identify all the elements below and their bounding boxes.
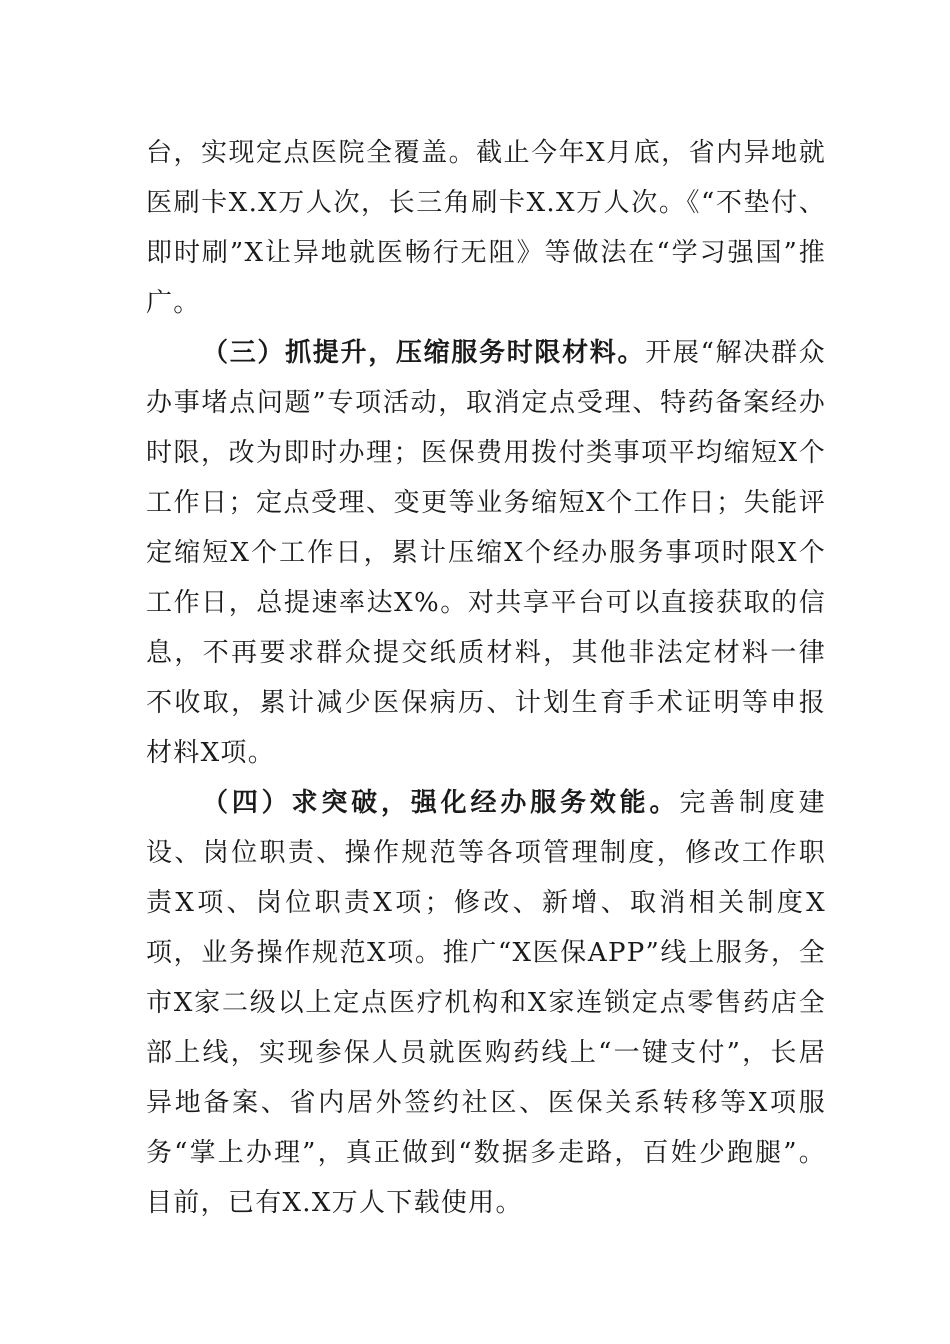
section-four-heading: （四）求突破，强化经办服务效能。 (202, 788, 680, 818)
section-four-body: 完善制度建设、岗位职责、操作规范等各项管理制度，修改工作职责X项、岗位职责X项；修改、新增、取消相关制度X项，业务操作规范X项。推广“X医保APP”线上服务，全市X家二级以上定点医疗机构和X家连锁定点零售药店全部上线，实现参保人员就医购药线上“一键支付”，长居异地备案、省内居外签约社区、医保关系转移等X项服务“掌上办理”，真正做到“数据多走路，百姓少跑腿”。目前，已有X.X万人下载使用。 (146, 788, 826, 1218)
paragraph-section-three (146, 328, 826, 778)
paragraph-1-body: 台，实现定点医院全覆盖。截止今年X月底，省内异地就医刷卡X.X万人次，长三角刷卡X.X万人次。《“不垫付、即时刷”X让异地就医畅行无阻》等做法在“学习强国”推广。 (146, 138, 826, 318)
section-three-heading: （三）抓提升，压缩服务时限材料。 (202, 338, 646, 368)
paragraph-continuation (146, 128, 826, 328)
document-body (146, 128, 826, 1228)
paragraph-section-four (146, 778, 826, 1228)
section-three-body: 开展“解决群众办事堵点问题”专项活动，取消定点受理、特药备案经办时限，改为即时办理；医保费用拨付类事项平均缩短X个工作日；定点受理、变更等业务缩短X个工作日；失能评定缩短X个工作日，累计压缩X个经办服务事项时限X个工作日，总提速率达X%。对共享平台可以直接获取的信息，不再要求群众提交纸质材料，其他非法定材料一律不收取，累计减少医保病历、计划生育手术证明等申报材料X项。 (146, 338, 826, 768)
